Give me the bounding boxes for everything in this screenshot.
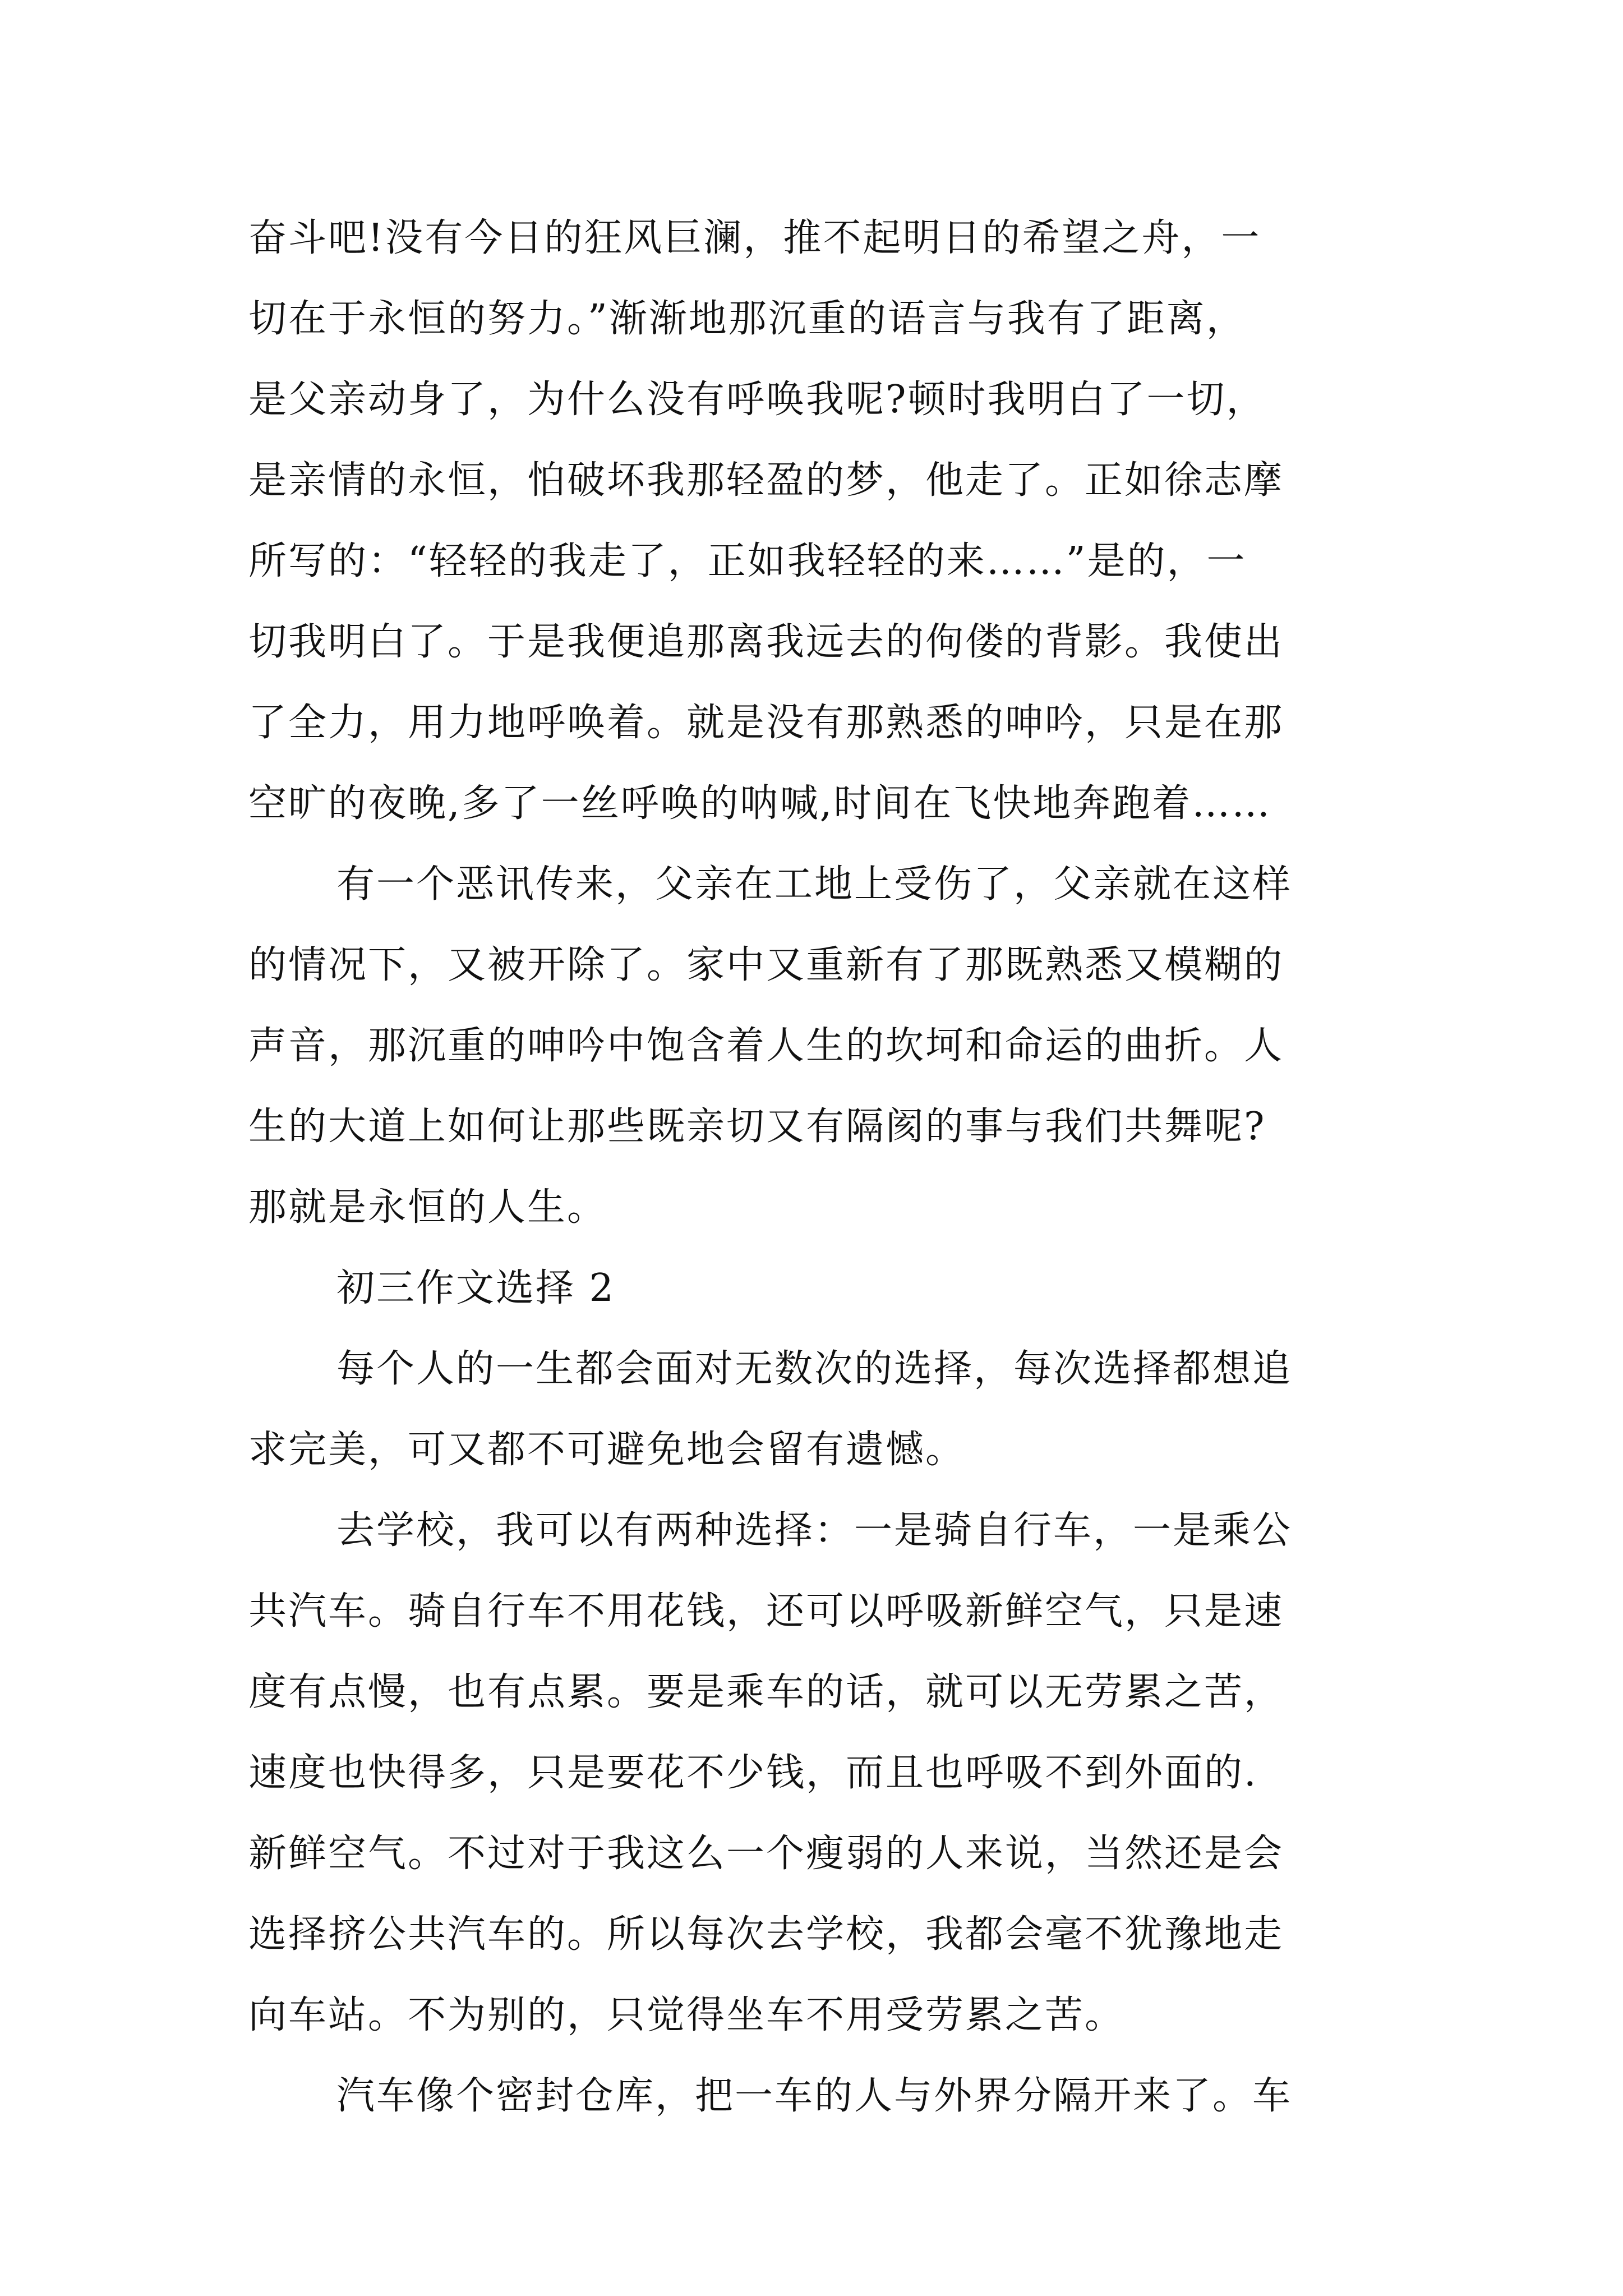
section-heading: 初三作文选择 2 [336, 1266, 615, 1310]
text-line: 空旷的夜晚,多了一丝呼唤的呐喊,时间在飞快地奔跑着…… [248, 781, 1272, 826]
text-line: 切我明白了。于是我便追那离我远去的佝偻的背影。我使出 [248, 620, 1284, 664]
paragraph-start-line: 每个人的一生都会面对无数次的选择，每次选择都想追 [336, 1347, 1293, 1391]
text-line: 求完美，可又都不可避免地会留有遗憾。 [248, 1428, 966, 1472]
text-line: 选择挤公共汽车的。所以每次去学校，我都会毫不犹豫地走 [248, 1912, 1284, 1957]
text-line: 那就是永恒的人生。 [248, 1185, 607, 1230]
text-line: 了全力，用力地呼唤着。就是没有那熟悉的呻吟，只是在那 [248, 701, 1284, 745]
text-line: 生的大道上如何让那些既亲切又有隔阂的事与我们共舞呢? [248, 1105, 1266, 1149]
text-line: 声音，那沉重的呻吟中饱含着人生的坎坷和命运的曲折。人 [248, 1024, 1284, 1068]
text-line: 是父亲动身了，为什么没有呼唤我呢?顿时我明白了一切， [248, 378, 1266, 422]
text-line: 奋斗吧!没有今日的狂风巨澜，推不起明日的希望之舟，一 [248, 216, 1261, 260]
text-line: 速度也快得多，只是要花不少钱，而且也呼吸不到外面的. [248, 1751, 1258, 1795]
text-line: 的情况下，又被开除了。家中又重新有了那既熟悉又模糊的 [248, 943, 1284, 987]
text-line: 切在于永恒的努力。”渐渐地那沉重的语言与我有了距离， [248, 297, 1246, 341]
paragraph-start-line: 去学校，我可以有两种选择：一是骑自行车，一是乘公 [336, 1508, 1293, 1553]
text-line: 度有点慢，也有点累。要是乘车的话，就可以无劳累之苦， [248, 1670, 1284, 1714]
text-line: 所写的：“轻轻的我走了，正如我轻轻的来……”是的，一 [248, 539, 1247, 583]
text-line: 向车站。不为别的，只觉得坐车不用受劳累之苦。 [248, 1993, 1125, 2037]
text-line: 是亲情的永恒，怕破坏我那轻盈的梦，他走了。正如徐志摩 [248, 458, 1284, 503]
text-line: 共汽车。骑自行车不用花钱，还可以呼吸新鲜空气，只是速 [248, 1589, 1284, 1634]
text-line: 新鲜空气。不过对于我这么一个瘦弱的人来说，当然还是会 [248, 1832, 1284, 1876]
paragraph-start-line: 有一个恶讯传来，父亲在工地上受伤了，父亲就在这样 [336, 862, 1293, 907]
paragraph-start-line: 汽车像个密封仓库，把一车的人与外界分隔开来了。车 [336, 2074, 1293, 2118]
